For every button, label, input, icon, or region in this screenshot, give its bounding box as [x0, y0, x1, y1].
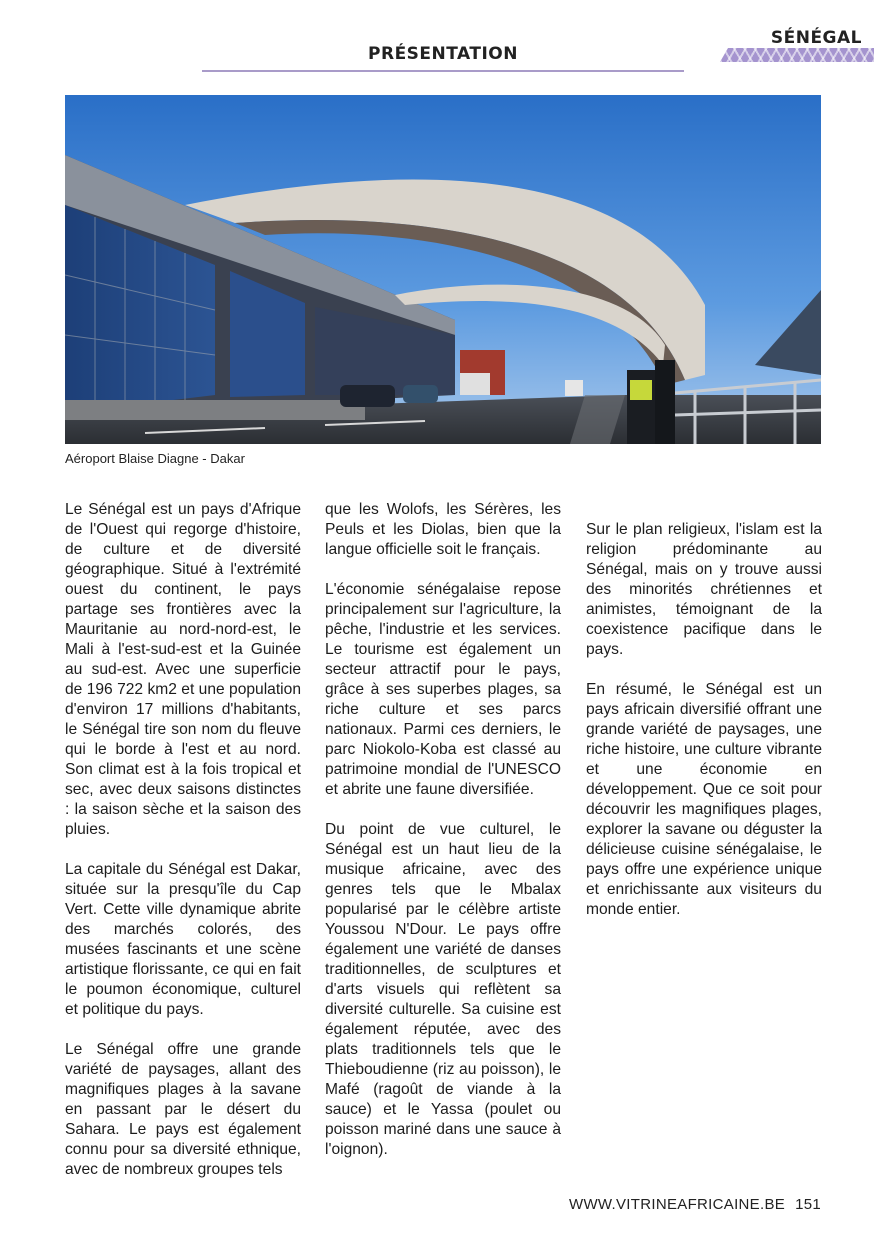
website-link[interactable]: WWW.VITRINEAFRICAINE.BE [568, 1196, 786, 1213]
text-column-1 [65, 500, 301, 1200]
page-footer [569, 1196, 821, 1213]
header-divider [202, 70, 684, 72]
text-column-3 [586, 520, 822, 940]
paragraph: Le Sénégal offre une grande variété de paysages, allant des magnifiques plages à la savane en passant par le désert du Sahara. Le pays est également connu pour sa diversité ethnique, avec de nombreux groupes tels [65, 1041, 301, 1178]
page-number: 151 [795, 1196, 821, 1213]
paragraph: Du point de vue culturel, le Sénégal est un haut lieu de la musique africaine, avec des genres tels que le Mbalax popularisé par le célèbre artiste Youssou N'Dour. Le pays offre également une variété de danses traditionnelles, de sculptures et d'arts visuels qui reflètent sa diversité culturelle. Sa cuisine est également réputée, avec des plats traditionnels tels que le Thieboudienne (riz au poisson), le Mafé (ragoût de viande à la sauce) et le Yassa (poulet ou poisson mariné dans une sauce à l'oignon). [325, 821, 561, 1158]
paragraph: La capitale du Sénégal est Dakar, située sur la presqu'île du Cap Vert. Cette ville dynamique abrite des marchés colorés, des musées fascinants et une scène artistique florissante, ce qui en fait le poumon économique, culturel et politique du pays. [65, 861, 301, 1018]
country-name: SÉNÉGAL [770, 28, 862, 48]
country-tag [720, 28, 874, 68]
paragraph: L'économie sénégalaise repose principalement sur l'agriculture, la pêche, l'industrie et les services. Le tourisme est également un secteur attractif pour le pays, grâce à ses superbes plages, sa riche culture et ses parcs nationaux. Parmi ces derniers, le parc Niokolo-Koba est classé au patrimoine mondial de l'UNESCO et abrite une faune diversifiée. [325, 581, 561, 798]
pattern-band [720, 48, 874, 62]
paragraph: En résumé, le Sénégal est un pays africain diversifié offrant une grande variété de paysages, une riche histoire, une culture vibrante et une économie en développement. Que ce soit pour découvrir les magnifiques plages, explorer la savane ou déguster la délicieuse cuisine sénégalaise, le pays offre une expérience unique et enrichissante aux visiteurs du monde entier. [586, 681, 822, 918]
paragraph: que les Wolofs, les Sérères, les Peuls et les Diolas, bien que la langue officielle soit le français. [325, 501, 561, 558]
text-column-2 [325, 500, 561, 1180]
paragraph: Sur le plan religieux, l'islam est la religion prédominante au Sénégal, mais on y trouve aussi des minorités chrétiennes et animistes, témoignant de la coexistence pacifique dans le pays. [586, 521, 822, 658]
airport-photo [65, 95, 821, 444]
paragraph: Le Sénégal est un pays d'Afrique de l'Ouest qui regorge d'histoire, de culture et de diversité géographique. Situé à l'extrémité ouest du continent, le pays partage ses frontières avec la Mauritanie au nord-nord-est, le Mali à l'est-sud-est et la Guinée au sud-est. Avec une superficie de 196 722 km2 et une population d'environ 17 millions d'habitants, le Sénégal tire son nom du fleuve qui le borde à l'est et au nord. Son climat est à la fois tropical et sec, avec deux saisons distinctes : la saison sèche et la saison des pluies. [65, 501, 301, 838]
section-title: PRÉSENTATION [368, 44, 518, 64]
photo-caption: Aéroport Blaise Diagne - Dakar [65, 451, 245, 466]
